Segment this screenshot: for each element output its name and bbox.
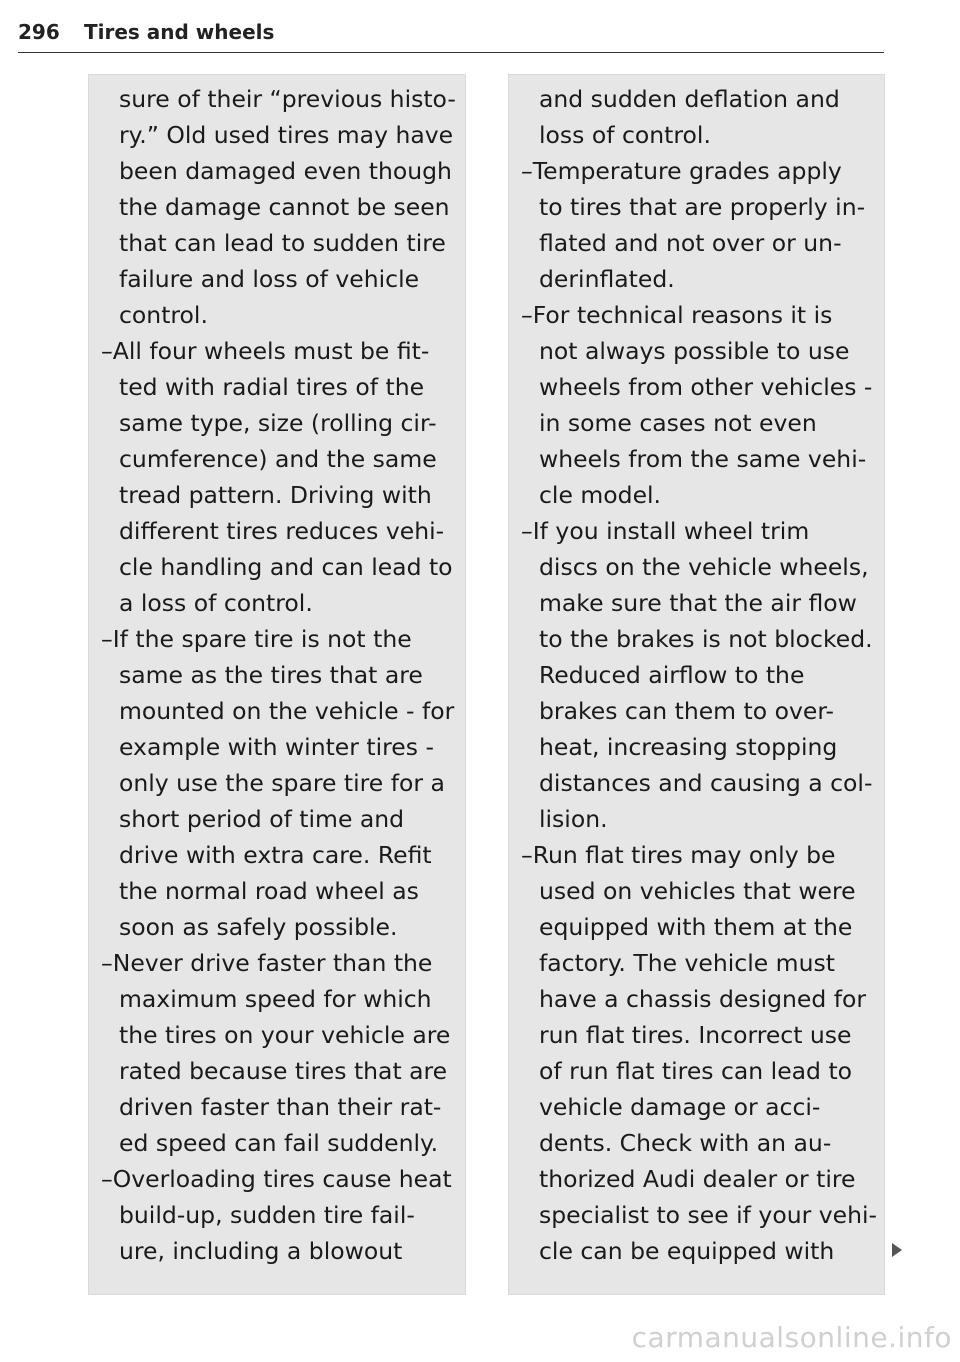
text-line: mounted on the vehicle - for bbox=[119, 697, 455, 725]
text-line: have a chassis designed for bbox=[539, 985, 867, 1013]
text-line: of run flat tires can lead to bbox=[539, 1057, 853, 1085]
text-line: cle can be equipped with bbox=[539, 1237, 835, 1265]
text-line: the damage cannot be seen bbox=[119, 193, 450, 221]
text-line: the normal road wheel as bbox=[119, 877, 419, 905]
list-item-start-line: –All four wheels must be fit- bbox=[101, 337, 430, 365]
list-item-start-line: –If the spare tire is not the bbox=[101, 625, 412, 653]
text-line: loss of control. bbox=[539, 121, 711, 149]
text-line: Reduced airflow to the bbox=[539, 661, 805, 689]
text-line: maximum speed for which bbox=[119, 985, 432, 1013]
text-line: to tires that are properly in- bbox=[539, 193, 866, 221]
text-line: sure of their “previous histo- bbox=[119, 85, 456, 113]
list-item-start-line: –If you install wheel trim bbox=[521, 517, 810, 545]
text-line: failure and loss of vehicle bbox=[119, 265, 420, 293]
text-line: discs on the vehicle wheels, bbox=[539, 553, 869, 581]
text-line: dents. Check with an au- bbox=[539, 1129, 832, 1157]
list-item-start-line: –Overloading tires cause heat bbox=[101, 1165, 452, 1193]
text-line: cle model. bbox=[539, 481, 662, 509]
text-line: distances and causing a col- bbox=[539, 769, 873, 797]
text-line: been damaged even though bbox=[119, 157, 452, 185]
text-line: ry.” Old used tires may have bbox=[119, 121, 454, 149]
text-line: thorized Audi dealer or tire bbox=[539, 1165, 856, 1193]
text-line: cumference) and the same bbox=[119, 445, 437, 473]
text-line: in some cases not even bbox=[539, 409, 817, 437]
list-item-start-line: –Never drive faster than the bbox=[101, 949, 433, 977]
text-line: example with winter tires - bbox=[119, 733, 434, 761]
text-line: to the brakes is not blocked. bbox=[539, 625, 873, 653]
text-line: heat, increasing stopping bbox=[539, 733, 838, 761]
text-line: the tires on your vehicle are bbox=[119, 1021, 451, 1049]
continue-arrow-icon bbox=[892, 1243, 902, 1257]
text-line: equipped with them at the bbox=[539, 913, 853, 941]
warning-box-left bbox=[88, 74, 466, 1295]
text-line: cle handling and can lead to bbox=[119, 553, 453, 581]
watermark: carmanualsonline.info bbox=[631, 1321, 952, 1354]
text-line: soon as safely possible. bbox=[119, 913, 398, 941]
text-line: control. bbox=[119, 301, 208, 329]
text-line: a loss of control. bbox=[119, 589, 313, 617]
list-item-start-line: –For technical reasons it is bbox=[521, 301, 833, 329]
text-line: vehicle damage or acci- bbox=[539, 1093, 821, 1121]
page-number: 296 bbox=[18, 20, 60, 44]
text-line: same type, size (rolling cir- bbox=[119, 409, 437, 437]
text-line: not always possible to use bbox=[539, 337, 850, 365]
text-line: wheels from the same vehi- bbox=[539, 445, 867, 473]
section-title: Tires and wheels bbox=[84, 20, 275, 44]
text-line: driven faster than their rat- bbox=[119, 1093, 442, 1121]
text-line: make sure that the air flow bbox=[539, 589, 857, 617]
text-line: flated and not over or un- bbox=[539, 229, 842, 257]
text-line: run flat tires. Incorrect use bbox=[539, 1021, 852, 1049]
warning-box-right bbox=[508, 74, 885, 1295]
text-line: rated because tires that are bbox=[119, 1057, 448, 1085]
text-line: specialist to see if your vehi- bbox=[539, 1201, 877, 1229]
text-line: drive with extra care. Refit bbox=[119, 841, 432, 869]
text-line: only use the spare tire for a bbox=[119, 769, 445, 797]
text-line: same as the tires that are bbox=[119, 661, 423, 689]
text-line: that can lead to sudden tire bbox=[119, 229, 446, 257]
text-line: different tires reduces vehi- bbox=[119, 517, 445, 545]
text-line: tread pattern. Driving with bbox=[119, 481, 432, 509]
page-header bbox=[18, 20, 884, 53]
text-line: factory. The vehicle must bbox=[539, 949, 835, 977]
text-line: used on vehicles that were bbox=[539, 877, 856, 905]
list-item-start-line: –Temperature grades apply bbox=[521, 157, 842, 185]
list-item-start-line: –Run flat tires may only be bbox=[521, 841, 836, 869]
text-line: build-up, sudden tire fail- bbox=[119, 1201, 415, 1229]
text-line: and sudden deflation and bbox=[539, 85, 840, 113]
text-line: ed speed can fail suddenly. bbox=[119, 1129, 439, 1157]
text-line: short period of time and bbox=[119, 805, 405, 833]
text-line: derinflated. bbox=[539, 265, 675, 293]
text-line: wheels from other vehicles - bbox=[539, 373, 873, 401]
text-line: brakes can them to over- bbox=[539, 697, 834, 725]
text-line: ure, including a blowout bbox=[119, 1237, 403, 1265]
text-line: ted with radial tires of the bbox=[119, 373, 425, 401]
text-line: lision. bbox=[539, 805, 608, 833]
